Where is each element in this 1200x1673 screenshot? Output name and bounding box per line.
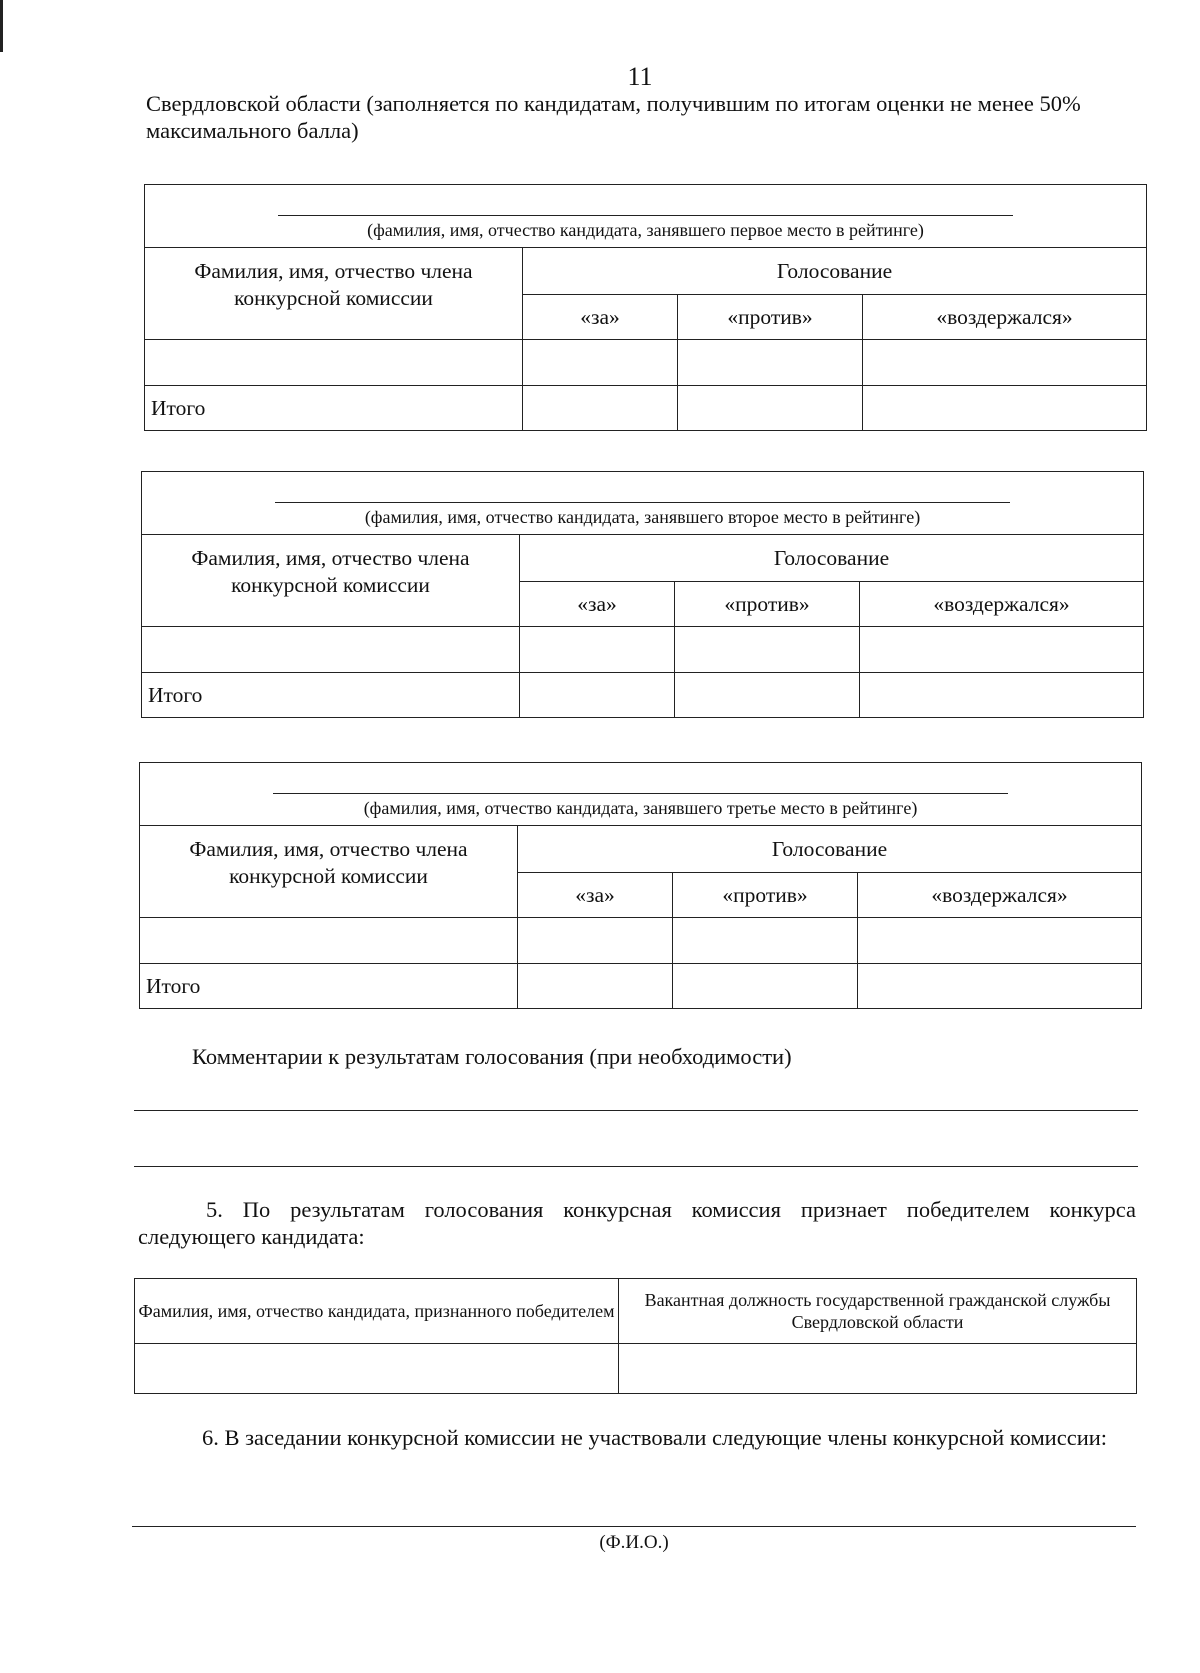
option-for-header: «за» [520,582,675,627]
total-abstain-cell[interactable] [860,673,1144,718]
candidate-name-cell[interactable] [142,472,1144,535]
total-against-cell[interactable] [678,386,863,431]
vote-table-third-place [139,762,1142,1009]
vacant-position-cell[interactable] [619,1344,1137,1394]
voting-header: Голосование [523,248,1147,295]
vote-table-first-place [144,184,1147,431]
section-6-paragraph [134,1424,1136,1451]
voting-header: Голосование [520,535,1144,582]
intro-text: Свердловской области (заполняется по кандидатам, получившим по итогам оценки не менее 50% максимального балла) [146,91,1081,143]
option-against-header: «против» [675,582,860,627]
option-for-header: «за» [518,873,673,918]
vote-against-cell[interactable] [673,918,858,964]
total-for-cell[interactable] [520,673,675,718]
voting-header: Голосование [518,826,1142,873]
total-abstain-cell[interactable] [858,964,1142,1009]
candidate-name-cell[interactable] [140,763,1142,826]
member-name-header: Фамилия, имя, отчество члена конкурсной комиссии [140,826,518,918]
winner-name-header: Фамилия, имя, отчество кандидата, признанного победителем [135,1279,619,1344]
section-6-text: 6. В заседании конкурсной комиссии не участвовали следующие члены конкурсной комиссии: [202,1425,1108,1450]
candidate-name-line [275,502,1010,503]
vote-abstain-cell[interactable] [858,918,1142,964]
vote-for-cell[interactable] [523,340,678,386]
total-label: Итого [140,964,518,1009]
member-name-header: Фамилия, имя, отчество члена конкурсной комиссии [145,248,523,340]
comments-line-1[interactable] [134,1110,1138,1111]
member-name-cell[interactable] [140,918,518,964]
winner-name-cell[interactable] [135,1344,619,1394]
member-name-cell[interactable] [145,340,523,386]
total-for-cell[interactable] [523,386,678,431]
section-5-paragraph [138,1196,1136,1250]
candidate-caption: (фамилия, имя, отчество кандидата, занявшего третье место в рейтинге) [363,798,918,818]
option-against-header: «против» [678,295,863,340]
winner-table [134,1278,1137,1394]
vote-abstain-cell[interactable] [860,627,1144,673]
vote-against-cell[interactable] [678,340,863,386]
fio-line[interactable] [132,1526,1136,1527]
total-for-cell[interactable] [518,964,673,1009]
scan-edge-mark [0,0,3,52]
option-for-header: «за» [523,295,678,340]
section-5-text: 5. По результатам голосования конкурсная комиссия признает победителем конкурса следующего кандидата: [138,1197,1136,1249]
total-label: Итого [145,386,523,431]
fio-caption: (Ф.И.О.) [599,1532,669,1553]
total-label: Итого [142,673,520,718]
option-abstain-header: «воздержался» [863,295,1147,340]
member-name-cell[interactable] [142,627,520,673]
vote-table-second-place [141,471,1144,718]
vote-for-cell[interactable] [520,627,675,673]
comments-label: Комментарии к результатам голосования (при необходимости) [192,1044,792,1069]
total-against-cell[interactable] [675,673,860,718]
page-number: 11 [627,62,653,91]
candidate-name-cell[interactable] [145,185,1147,248]
comments-line-2[interactable] [134,1166,1138,1167]
vote-for-cell[interactable] [518,918,673,964]
candidate-caption: (фамилия, имя, отчество кандидата, занявшего первое место в рейтинге) [367,220,924,240]
option-against-header: «против» [673,873,858,918]
total-abstain-cell[interactable] [863,386,1147,431]
option-abstain-header: «воздержался» [860,582,1144,627]
candidate-name-line [273,793,1008,794]
vacant-position-header: Вакантная должность государственной гражданской службы Свердловской области [619,1279,1137,1344]
vote-against-cell[interactable] [675,627,860,673]
candidate-caption: (фамилия, имя, отчество кандидата, занявшего второе место в рейтинге) [364,507,921,527]
vote-abstain-cell[interactable] [863,340,1147,386]
member-name-header: Фамилия, имя, отчество члена конкурсной комиссии [142,535,520,627]
total-against-cell[interactable] [673,964,858,1009]
option-abstain-header: «воздержался» [858,873,1142,918]
candidate-name-line [278,215,1013,216]
